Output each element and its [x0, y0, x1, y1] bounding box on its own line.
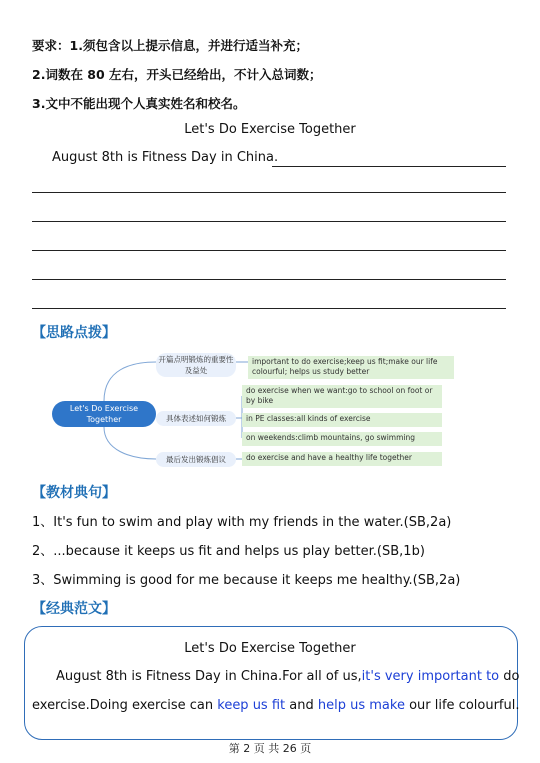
mindmap-leaf: do exercise when we want:go to school on foot or by bike	[242, 385, 442, 408]
writing-line	[32, 221, 506, 222]
textbook-sentence-3: 3、Swimming is good for me because it keeps me healthy.(SB,2a)	[32, 573, 461, 588]
essay-text: and	[285, 698, 318, 713]
model-essay-line-2	[32, 698, 520, 713]
mindmap-leaf: on weekends:climb mountains, go swimming	[242, 432, 442, 446]
mindmap-leaf: important to do exercise;keep us fit;make our life colourful; helps us study better	[248, 356, 454, 379]
essay-text: exercise.Doing exercise can	[32, 698, 218, 713]
mindmap-branch-3: 最后发出锻炼倡议	[156, 452, 236, 467]
model-essay-line-1	[56, 669, 519, 684]
mindmap-branch-1: 开篇点明锻炼的重要性及益处	[156, 353, 236, 377]
textbook-sentence-1: 1、It's fun to swim and play with my friends in the water.(SB,2a)	[32, 515, 452, 530]
mindmap-branch-2: 具体表述如何锻炼	[156, 411, 236, 426]
writing-line	[272, 166, 506, 167]
writing-line	[32, 192, 506, 193]
requirement-1: 要求：1.须包含以上提示信息，并进行适当补充；	[32, 38, 308, 53]
requirement-2: 2.词数在 80 左右，开头已经给出，不计入总词数；	[32, 67, 322, 82]
mindmap-leaf: do exercise and have a healthy life together	[242, 452, 442, 466]
mindmap-leaf: in PE classes:all kinds of exercise	[242, 413, 442, 427]
essay-text: our life colourful.	[404, 698, 520, 713]
essay-highlight: help us make	[317, 698, 405, 713]
section-model-heading: 【经典范文】	[32, 601, 116, 617]
section-tips-heading: 【思路点拨】	[32, 325, 116, 341]
mindmap-center-node: Let's Do Exercise Together	[52, 401, 156, 427]
essay-highlight: keep us fit	[217, 698, 286, 713]
writing-line	[32, 279, 506, 280]
essay-text: August 8th is Fitness Day in China.For all of us,	[56, 669, 362, 684]
page-number: 第 2 页 共 26 页	[228, 742, 312, 755]
writing-line	[32, 250, 506, 251]
essay-text: do	[499, 669, 520, 684]
writing-line	[32, 308, 506, 309]
prompt-opening: August 8th is Fitness Day in China.	[52, 150, 279, 165]
section-textbook-heading: 【教材典句】	[32, 485, 116, 501]
textbook-sentence-2: 2、...because it keeps us fit and helps us play better.(SB,1b)	[32, 544, 425, 559]
model-essay-title: Let's Do Exercise Together	[184, 641, 356, 656]
prompt-title: Let's Do Exercise Together	[184, 122, 356, 137]
requirement-3: 3.文中不能出现个人真实姓名和校名。	[32, 96, 246, 111]
essay-highlight: it's very important to	[361, 669, 500, 684]
